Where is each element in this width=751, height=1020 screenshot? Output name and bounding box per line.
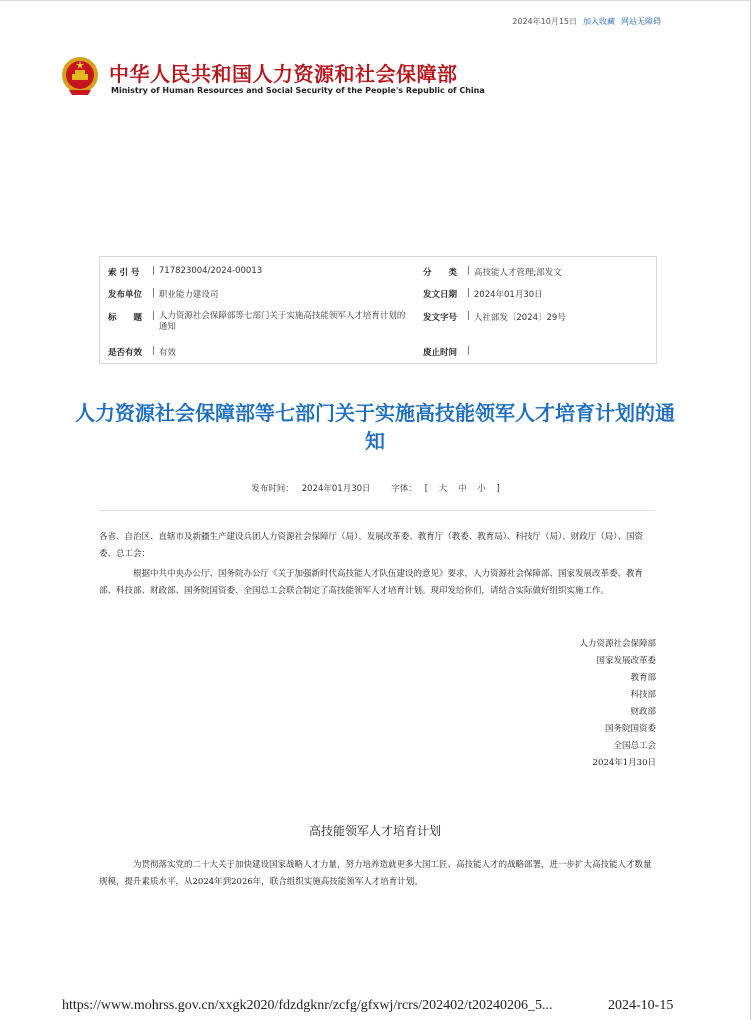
divider (99, 510, 655, 511)
sign-date: 2024年1月30日 (592, 758, 656, 768)
accessibility-link[interactable]: 网站无障碍 (621, 17, 661, 26)
issue-date-value: 2024年01月30日 (473, 290, 543, 300)
plan-paragraph: 为贯彻落实党的二十大关于加快建设国家战略人才力量，努力培养造就更多大国工匠、高技能人才的战略部署，进一步扩大高技能人才数量规模，提升素质水平，从2024年到2026年，联合组织实施高技能领军人才培育计划。 (99, 860, 652, 887)
docno-value: 人社部发〔2024〕29号 (473, 313, 566, 323)
article-title: 人力资源社会保障部等七部门关于实施高技能领军人才培育计划的通知 (75, 401, 675, 453)
font-size-label: 字体： (391, 484, 417, 494)
org-name-en: Ministry of Human Resources and Social Security of the People's Republic of China (111, 86, 485, 95)
meta-subject-row: 标 题 | 人力资源社会保障部等七部门关于实施高技能领军人才培育计划的通知 (108, 311, 409, 333)
publish-label: 发布时间： (251, 484, 294, 494)
footer-date: 2024-10-15 (608, 998, 674, 1013)
publish-date: 2024年01月30日 (301, 484, 371, 494)
meta-valid-row: 是否有效 | 有效 (108, 346, 176, 358)
top-links (512, 16, 661, 27)
add-favorite-link[interactable]: 加入收藏 (583, 17, 615, 26)
index-number: 717823004/2024-00013 (158, 266, 263, 276)
recipients-paragraph: 各省、自治区、直辖市及新疆生产建设兵团人力资源社会保障厅（局）、发展改革委、教育厅（教委、教育局）、科技厅（局）、财政厅（局）、国资委、总工会： (99, 532, 644, 559)
signer-6: 国务院国资委 (604, 724, 656, 734)
font-small-button[interactable]: 小 (477, 484, 486, 494)
signer-5: 财政部 (630, 707, 656, 717)
body-paragraph: 根据中共中央办公厅、国务院办公厅《关于加强新时代高技能人才队伍建设的意见》要求，人力资源社会保障部、国家发展改革委、教育部、科技部、财政部、国务院国资委、全国总工会联合制定了高技能领军人才培育计划。现印发给你们，请结合实际做好组织实施工作。 (99, 569, 644, 596)
publish-info-bar: 发布时间： 2024年01月30日 字体： [ 大 中 小 ] (251, 484, 500, 494)
subject-value: 人力资源社会保障部等七部门关于实施高技能领军人才培育计划的通知 (158, 311, 406, 332)
meta-docno-row: 发文字号 | 人社部发〔2024〕29号 (423, 311, 566, 323)
font-medium-button[interactable]: 中 (457, 484, 467, 494)
signer-3: 教育部 (630, 673, 656, 683)
signer-2: 国家发展改革委 (596, 656, 656, 666)
valid-value: 有效 (158, 348, 176, 358)
meta-category-row: 分 类 | 高技能人才管理;部发文 (423, 266, 562, 278)
national-emblem-icon[interactable] (60, 55, 100, 97)
signer-7: 全国总工会 (613, 741, 656, 751)
category-value: 高技能人才管理;部发文 (473, 268, 562, 278)
meta-expire-row: 废止时间 | (423, 346, 470, 358)
issuer-value: 职业能力建设司 (158, 290, 219, 300)
document-meta-table (99, 256, 657, 364)
top-border (0, 0, 751, 1)
current-date: 2024年10月15日 (512, 17, 577, 26)
signer-1: 人力资源社会保障部 (579, 639, 656, 649)
meta-date-row: 发文日期 | 2024年01月30日 (423, 288, 543, 300)
plan-title: 高技能领军人才培育计划 (308, 824, 441, 838)
footer-url: https://www.mohrss.gov.cn/xxgk2020/fdzdgknr/zcfg/gfxwj/rcrs/202402/t20240206_5... (62, 998, 553, 1013)
org-name-cn[interactable]: 中华人民共和国人力资源和社会保障部 (109, 62, 458, 86)
meta-index-row: 索 引 号 | 717823004/2024-00013 (108, 266, 263, 278)
font-large-button[interactable]: 大 (438, 484, 448, 494)
meta-issuer-row: 发布单位 | 职业能力建设司 (108, 288, 219, 300)
signer-4: 科技部 (630, 690, 656, 700)
